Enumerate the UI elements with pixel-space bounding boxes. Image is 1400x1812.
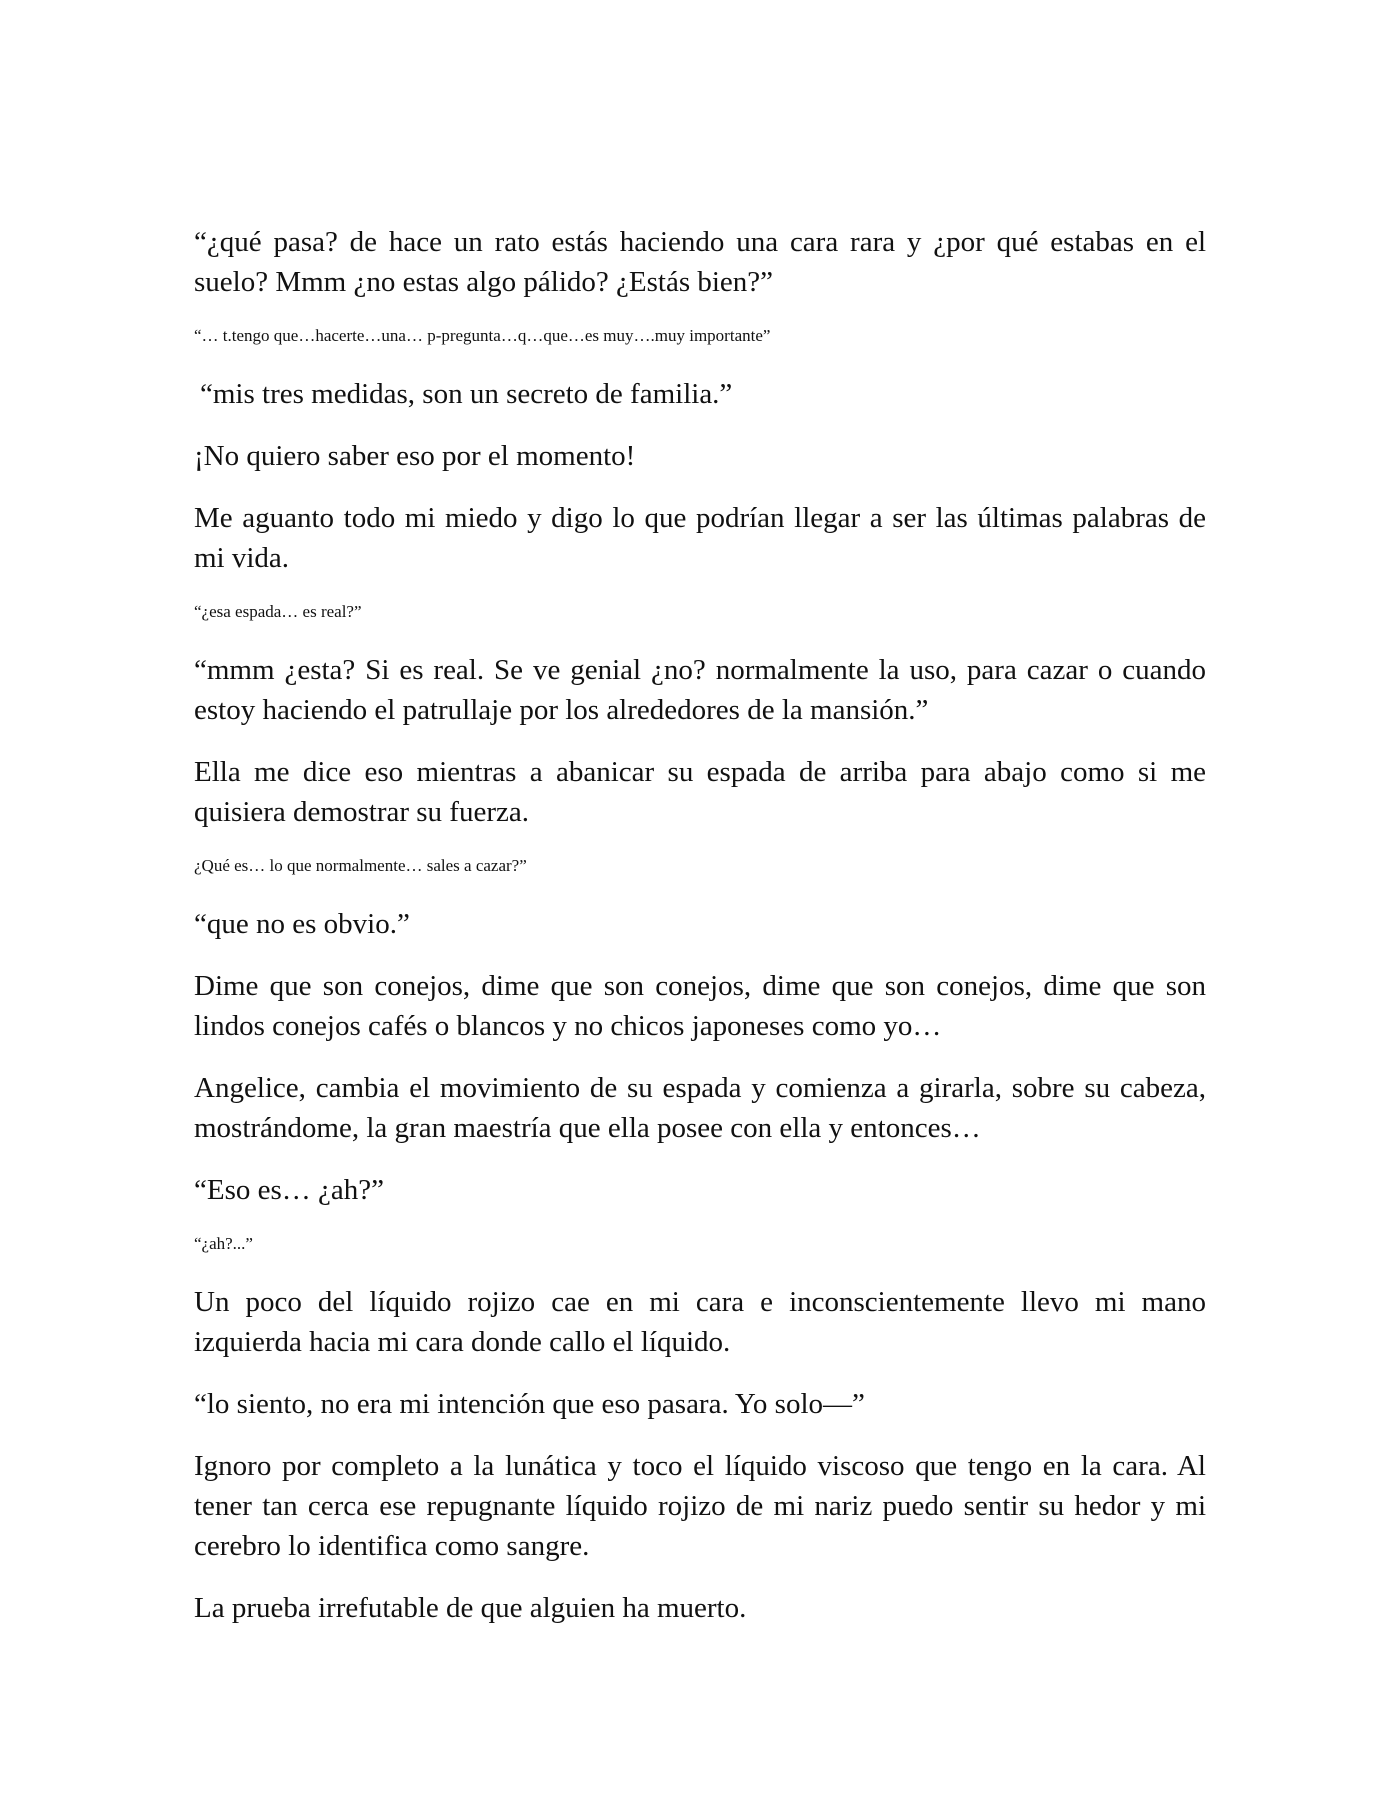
paragraph-4: ¡No quiero saber eso por el momento! (194, 440, 636, 472)
paragraph-11: Dime que son conejos, dime que son conejos, dime que son conejos, dime que son lindos conejos cafés o blancos y no chicos japoneses como yo… (194, 970, 1206, 1042)
paragraph-16: “lo siento, no era mi intención que eso pasara. Yo solo—” (194, 1388, 865, 1420)
paragraph-1: “¿qué pasa? de hace un rato estás haciendo una cara rara y ¿por qué estabas en el suelo? Mmm ¿no estas algo pálido? ¿Estás bien?” (194, 226, 1206, 298)
paragraph-13: “Eso es… ¿ah?” (194, 1174, 385, 1206)
paragraph-5: Me aguanto todo mi miedo y digo lo que podrían llegar a ser las últimas palabras de mi vida. (194, 502, 1206, 574)
paragraph-18: La prueba irrefutable de que alguien ha muerto. (194, 1592, 747, 1624)
paragraph-6: “¿esa espada… es real?” (194, 602, 362, 621)
paragraph-2: “… t.tengo que…hacerte…una… p-pregunta…q…que…es muy….muy importante” (194, 326, 771, 345)
paragraph-17: Ignoro por completo a la lunática y toco el líquido viscoso que tengo en la cara. Al tener tan cerca ese repugnante líquido rojizo de mi nariz puedo sentir su hedor y mi cerebro lo identifica como sangre. (194, 1450, 1206, 1562)
paragraph-10: “que no es obvio.” (194, 908, 410, 940)
paragraph-15: Un poco del líquido rojizo cae en mi cara e inconscientemente llevo mi mano izquierda hacia mi cara donde callo el líquido. (194, 1286, 1206, 1358)
document-page (194, 222, 1206, 1650)
paragraph-8: Ella me dice eso mientras a abanicar su espada de arriba para abajo como si me quisiera demostrar su fuerza. (194, 756, 1206, 828)
paragraph-7: “mmm ¿esta? Si es real. Se ve genial ¿no? normalmente la uso, para cazar o cuando estoy haciendo el patrullaje por los alrededores de la mansión.” (194, 654, 1206, 726)
paragraph-14: “¿ah?...” (194, 1234, 253, 1253)
paragraph-12: Angelice, cambia el movimiento de su espada y comienza a girarla, sobre su cabeza, mostrándome, la gran maestría que ella posee con ella y entonces… (194, 1072, 1206, 1144)
paragraph-3: “mis tres medidas, son un secreto de familia.” (200, 378, 733, 410)
paragraph-9: ¿Qué es… lo que normalmente… sales a cazar?” (194, 856, 527, 875)
